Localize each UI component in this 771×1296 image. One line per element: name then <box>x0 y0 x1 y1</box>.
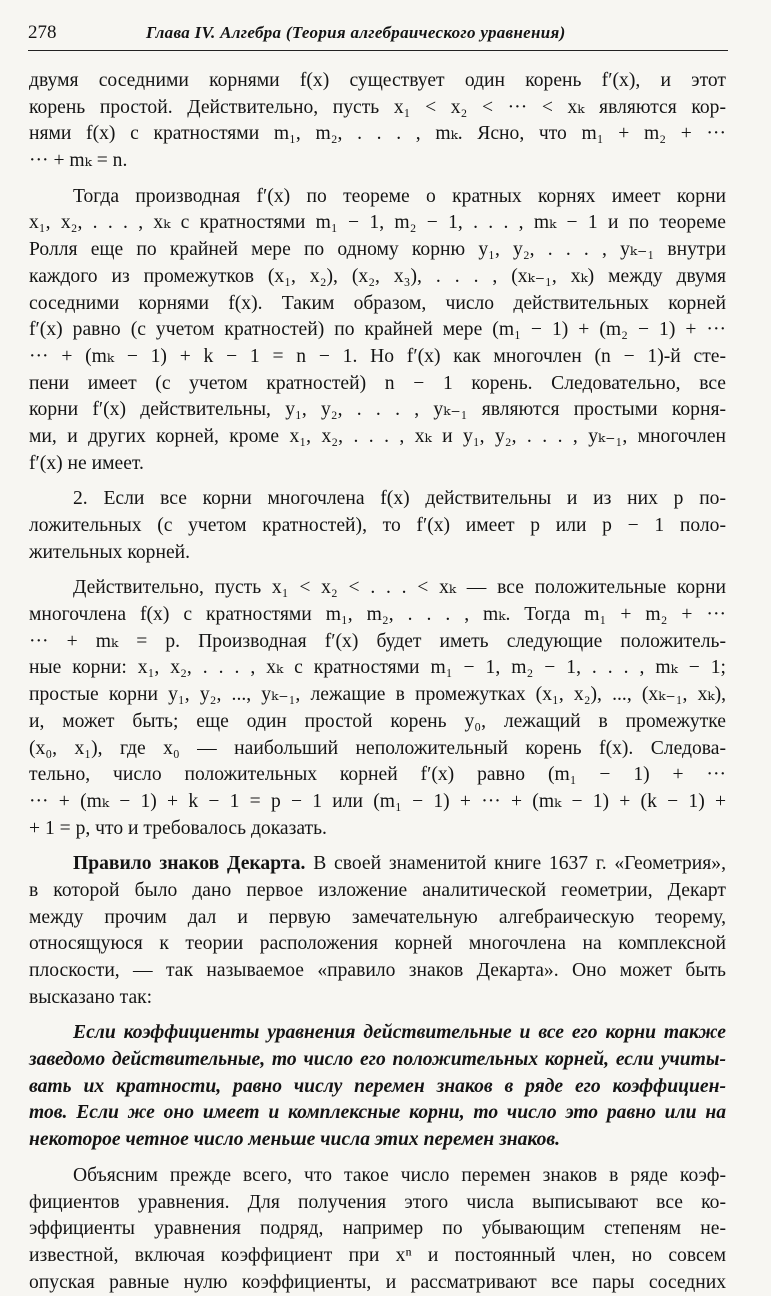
text-line: 2. Если все корни многочлена f(x) действительны и из них p по- <box>73 488 726 510</box>
text-line: в которой было дано первое изложение аналитической геометрии, Декарт <box>29 879 726 901</box>
text-line: Ролля еще по крайней мере по одному корню y₁, y₂, . . . , yₖ₋₁ внутри <box>29 239 726 261</box>
text-line: f′(x) равно (с учетом кратностей) по крайней мере (m₁ − 1) + (m₂ − 1) + ··· <box>29 319 726 341</box>
paragraph <box>29 851 726 1011</box>
text-line: Действительно, пусть x₁ < x₂ < . . . < xₖ — все положительные корни <box>73 577 726 599</box>
page-number: 278 <box>28 22 57 43</box>
text-line: пени имеет (с учетом кратностей) n − 1 корень. Следовательно, все <box>29 372 726 394</box>
page-header <box>28 20 728 51</box>
paragraph <box>29 1020 726 1153</box>
text-line: нями f(x) с кратностями m₁, m₂, . . . , mₖ. Ясно, что m₁ + m₂ + ··· <box>29 123 726 145</box>
text-line: Объясним прежде всего, что такое число перемен знаков в ряде коэф- <box>73 1164 726 1186</box>
text-line-rest: В своей знаменитой книге 1637 г. «Геометрия», <box>305 853 726 875</box>
section-lead: Правило знаков Декарта. <box>73 853 306 875</box>
text-line: ные корни: x₁, x₂, . . . , xₖ с кратностями m₁ − 1, m₂ − 1, . . . , mₖ − 1; <box>29 657 726 679</box>
text-line: тельно, число положительных корней f′(x) равно (m₁ − 1) + ··· <box>29 764 726 786</box>
text-line: между прочим дал и первую замечательную алгебраическую теорему, <box>29 906 726 928</box>
text-line <box>29 851 726 878</box>
paragraph <box>29 1163 726 1296</box>
text-line: ··· + (mₖ − 1) + k − 1 = p − 1 или (m₁ − 1) + ··· + (mₖ − 1) + (k − 1) + <box>29 790 726 812</box>
text-line: эффициенты уравнения подряд, например по убывающим степеням не- <box>29 1218 726 1240</box>
page-body <box>29 68 726 1296</box>
text-line: многочлена f(x) с кратностями m₁, m₂, . . . , mₖ. Тогда m₁ + m₂ + ··· <box>29 604 726 626</box>
text-line: x₁, x₂, . . . , xₖ с кратностями m₁ − 1, m₂ − 1, . . . , mₖ − 1 и по теореме <box>29 212 726 234</box>
text-line: плоскости, — так называемое «правило знаков Декарта». Оно может быть <box>29 960 726 981</box>
text-line: Тогда производная f′(x) по теореме о кратных корнях имеет корни <box>73 185 726 207</box>
text-line: (x₀, x₁), где x₀ — наибольший неположительный корень f(x). Следова- <box>29 737 726 759</box>
running-head: Глава IV. Алгебра (Теория алгебраического уравнения) <box>146 23 566 42</box>
text-line: соседними корнями f(x). Таким образом, число действительных корней <box>29 292 726 314</box>
text-line: относящуюся к теории расположения корней многочлена на комплексной <box>29 933 726 955</box>
text-line: высказано так: <box>29 986 153 1008</box>
text-line: корень простой. Действительно, пусть x₁ < x₂ < ··· < xₖ являются кор- <box>29 96 726 118</box>
text-line: ··· + (mₖ − 1) + k − 1 = n − 1. Но f′(x) как многочлен (n − 1)-й сте- <box>29 345 726 367</box>
text-line: и, может быть; еще один простой корень y₀, лежащий в промежутке <box>29 710 726 732</box>
text-line: ложительных (с учетом кратностей), то f′(x) имеет p или p − 1 поло- <box>29 515 726 536</box>
text-line: известной, включая коэффициент при xⁿ и постоянный член, но совсем <box>29 1244 726 1266</box>
text-line: вать их кратности, равно числу перемен знаков в ряде его коэффициен- <box>29 1075 726 1097</box>
text-line: простые корни y₁, y₂, ..., yₖ₋₁, лежащие в промежутках (x₁, x₂), ..., (xₖ₋₁, xₖ), <box>29 684 726 706</box>
text-line: Если коэффициенты уравнения действительные и все его корни также <box>73 1022 726 1044</box>
text-line: каждого из промежутков (x₁, x₂), (x₂, x₃), . . . , (xₖ₋₁, xₖ) между двумя <box>29 265 726 287</box>
text-line: тов. Если же оно имеет и комплексные корни, то число это равно или на <box>29 1102 726 1124</box>
text-line: фициентов уравнения. Для получения этого числа выписывают все ко- <box>29 1191 726 1213</box>
text-line: опуская равные нулю коэффициенты, и рассматривают все пары соседних <box>29 1271 726 1293</box>
paragraph <box>29 68 726 175</box>
text-line: + 1 = p, что и требовалось доказать. <box>29 817 327 839</box>
text-line: ··· + mₖ = n. <box>29 150 128 172</box>
text-line: заведомо действительные, то число его положительных корней, если учиты- <box>29 1049 726 1071</box>
paragraph <box>29 184 726 478</box>
text-line: ми, и других корней, кроме x₁, x₂, . . . , xₖ и y₁, y₂, . . . , yₖ₋₁, многочлен <box>29 425 726 447</box>
text-line: жительных корней. <box>29 541 191 563</box>
text-line: корни f′(x) действительны, y₁, y₂, . . . , yₖ₋₁ являются простыми корня- <box>29 399 726 421</box>
text-line: двумя соседними корнями f(x) существует один корень f′(x), и этот <box>29 70 726 91</box>
paragraph <box>29 486 726 566</box>
text-line: ··· + mₖ = p. Производная f′(x) будет иметь следующие положитель- <box>29 630 726 652</box>
paragraph <box>29 575 726 842</box>
text-line: f′(x) не имеет. <box>29 452 144 474</box>
text-line: некоторое четное число меньше числа этих перемен знаков. <box>29 1129 561 1151</box>
